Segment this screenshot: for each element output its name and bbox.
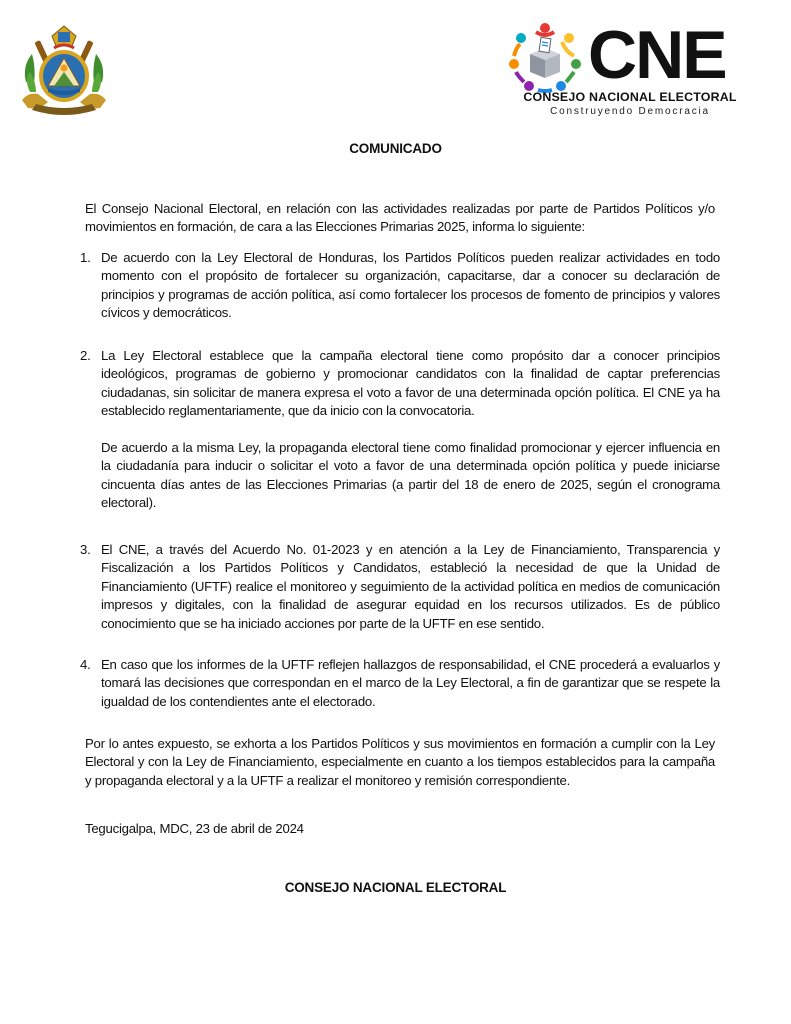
cne-logo (506, 17, 756, 120)
place-date: Tegucigalpa, MDC, 23 de abril de 2024 (85, 821, 304, 836)
intro-paragraph: El Consejo Nacional Electoral, en relación con las actividades realizadas por parte de Partidos Políticos y/o movimientos en formación, de cara a las Elecciones Primarias 2025, informa lo siguiente: (85, 201, 715, 235)
item-number: 4. (80, 657, 91, 672)
item-paragraph: De acuerdo con la Ley Electoral de Honduras, los Partidos Políticos pueden realizar actividades en todo momento con el propósito de fortalecer su organización, capacitarse, dar a conocer su declaración de principios y programas de acción política, así como fortalecer los procesos de fomento de principios y valores cívicos y democráticos. (101, 250, 720, 321)
closing-paragraph: Por lo antes expuesto, se exhorta a los Partidos Políticos y sus movimientos en formación a cumplir con la Ley Electoral y con la Ley de Financiamiento, especialmente en cuanto a los tiempos establecidos para la campaña y propaganda electoral y a la UFTF a realizar el monitoreo y remisión correspondiente. (85, 736, 715, 788)
item-paragraph: La Ley Electoral establece que la campaña electoral tiene como propósito dar a conocer principios ideológicos, programas de gobierno y promocionar candidatos con la finalidad de captar preferencias ciudadanas, sin solicitar de manera expresa el voto a favor de una determinada opción política. El CNE ya ha establecido reglamentariamente, que da inicio con la convocatoria. (101, 348, 720, 419)
item-paragraph: El CNE, a través del Acuerdo No. 01-2023 y en atención a la Ley de Financiamiento, Transparencia y Fiscalización a los Partidos Políticos y Candidatos, estableció la necesidad de que la Unidad de Financiamiento (UFTF) realice el monitoreo y seguimiento de la actividad política en medios de comunicación impresos y digitales, con la finalidad de asegurar equidad en los recursos utilizados. Es de público conocimiento que se ha iniciado acciones por parte de la UFTF en ese sentido. (101, 542, 720, 631)
item-paragraph: De acuerdo a la misma Ley, la propaganda electoral tiene como finalidad promocionar y ejercer influencia en la ciudadanía para inducir o solicitar el voto a favor de una determinada opción política y puede iniciarse cincuenta días antes de las Elecciones Primarias (a partir del 18 de enero de 2025, según el cronograma electoral). (101, 440, 720, 511)
list-item (80, 249, 720, 323)
cne-full-name: CONSEJO NACIONAL ELECTORAL (523, 90, 737, 104)
cne-acronym: CNE (588, 17, 726, 93)
list-item (80, 347, 720, 513)
item-paragraph: En caso que los informes de la UFTF reflejen hallazgos de responsabilidad, el CNE procederá a evaluarlos y tomará las decisiones que correspondan en el marco de la Ley Electoral, a fin de garantizar que se respete la igualdad de los contendientes ante el electorado. (101, 657, 720, 709)
signature: CONSEJO NACIONAL ELECTORAL (284, 880, 507, 895)
item-number: 1. (80, 250, 91, 265)
cne-tagline: Construyendo Democracia (550, 106, 710, 117)
cne-emblem-icon (506, 20, 584, 98)
coat-of-arms-icon (18, 22, 110, 118)
item-number: 3. (80, 542, 91, 557)
document-title: COMUNICADO (349, 141, 442, 156)
item-number: 2. (80, 348, 91, 363)
list-item (80, 541, 720, 633)
list-item (80, 656, 720, 711)
